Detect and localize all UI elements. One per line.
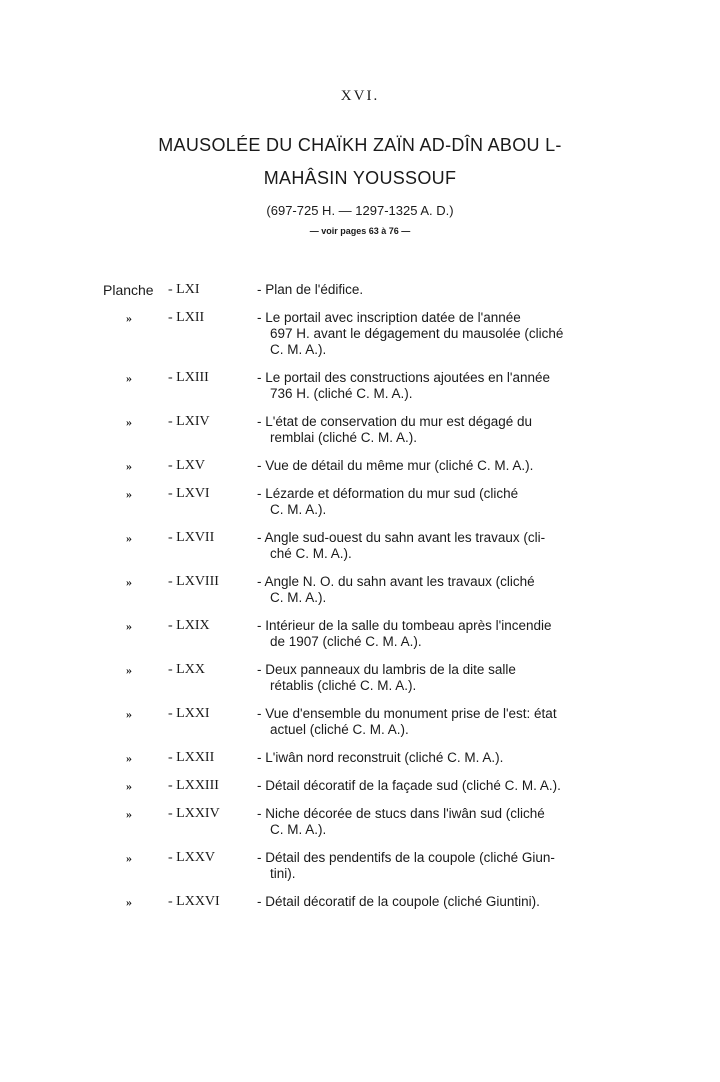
plate-entry [0,530,720,562]
plate-description [257,530,627,562]
plate-label: » [126,415,132,429]
plate-entry [0,662,720,694]
plate-entry [0,750,720,766]
description-line: - Angle sud-ouest du sahn avant les travaux (cli- [257,530,546,545]
plate-entry [0,618,720,650]
description-line: - Niche décorée de stucs dans l'iwân sud (cliché [257,806,545,821]
plate-number: - LXVI [168,486,210,501]
description-line: - Plan de l'édifice. [257,282,364,297]
plate-entry [0,282,720,298]
plate-label: » [126,459,132,473]
plate-entry [0,486,720,518]
plate-entry [0,778,720,794]
plate-description [257,850,627,882]
description-line: - Vue d'ensemble du monument prise de l'est: état [257,706,557,721]
plate-description [257,618,627,650]
plate-label: » [126,779,132,793]
section-number: XVI. [340,88,380,104]
description-line: - Le portail des constructions ajoutées en l'année [257,370,551,385]
date-range: (697-725 H. — 1297-1325 A. D.) [266,203,454,218]
plate-description [257,662,627,694]
plate-entry [0,850,720,882]
plate-description [257,282,627,298]
description-line: - Détail décoratif de la coupole (cliché Giuntini). [257,894,540,909]
plate-label: » [126,371,132,385]
description-line: - Détail des pendentifs de la coupole (cliché Giun- [257,850,555,865]
plate-number: - LXIV [168,414,210,429]
plate-description [257,486,627,518]
plate-entry [0,706,720,738]
description-line: - Détail décoratif de la façade sud (cliché C. M. A.). [257,778,561,793]
plate-label: » [126,851,132,865]
description-line: - L'iwân nord reconstruit (cliché C. M. A.). [257,750,504,765]
plate-number: - LXI [168,282,200,297]
description-line: remblai (cliché C. M. A.). [270,430,418,445]
plate-label: » [126,487,132,501]
plate-entry [0,458,720,474]
plate-number: - LXXI [168,706,210,721]
plate-number: - LXX [168,662,205,677]
plate-number: - LXIX [168,618,210,633]
plate-description [257,574,627,606]
plate-number: - LXXVI [168,894,220,909]
page-reference: — voir pages 63 à 76 — [309,226,411,236]
plate-number: - LXVIII [168,574,219,589]
description-line: C. M. A.). [270,590,327,605]
description-line: 736 H. (cliché C. M. A.). [270,386,413,401]
plate-description [257,806,627,838]
plate-entry [0,894,720,910]
plate-description [257,310,627,358]
plate-entry [0,414,720,446]
plate-description [257,458,627,474]
description-line: 697 H. avant le dégagement du mausolée (cliché [270,326,564,341]
plate-description [257,414,627,446]
description-line: C. M. A.). [270,342,327,357]
title-line-2: MAHÂSIN YOUSSOUF [263,168,457,188]
plate-description [257,894,627,910]
plate-number: - LXV [168,458,205,473]
plate-description [257,706,627,738]
plate-number: - LXXV [168,850,216,865]
plate-number: - LXXII [168,750,215,765]
description-line: ché C. M. A.). [270,546,352,561]
plate-number: - LXVII [168,530,215,545]
plate-entry [0,806,720,838]
plate-label: » [126,619,132,633]
plate-description [257,370,627,402]
plate-description [257,750,627,766]
plate-label: » [126,807,132,821]
plate-label: » [126,531,132,545]
description-line: - Vue de détail du même mur (cliché C. M. A.). [257,458,534,473]
description-line: actuel (cliché C. M. A.). [270,722,409,737]
plate-number: - LXXIV [168,806,220,821]
plate-label: » [126,663,132,677]
plate-label: » [126,575,132,589]
plate-list [0,282,720,922]
plate-description [257,778,627,794]
description-line: C. M. A.). [270,822,327,837]
description-line: - Intérieur de la salle du tombeau après l'incendie [257,618,552,633]
description-line: - Le portail avec inscription datée de l'année [257,310,521,325]
plate-label: » [126,707,132,721]
plate-number: - LXXIII [168,778,219,793]
plate-entry [0,370,720,402]
plate-label: Planche [103,282,154,298]
description-line: - Deux panneaux du lambris de la dite salle [257,662,516,677]
plate-number: - LXIII [168,370,209,385]
plate-label: » [126,311,132,325]
plate-label: » [126,895,132,909]
description-line: de 1907 (cliché C. M. A.). [270,634,422,649]
description-line: rétablis (cliché C. M. A.). [270,678,417,693]
description-line: - L'état de conservation du mur est dégagé du [257,414,533,429]
title-line-1: MAUSOLÉE DU CHAÏKH ZAÏN AD-DÎN ABOU L- [158,135,562,155]
plate-label: » [126,751,132,765]
plate-entry [0,310,720,358]
description-line: - Lézarde et déformation du mur sud (cliché [257,486,519,501]
description-line: tini). [270,866,296,881]
description-line: C. M. A.). [270,502,327,517]
plate-entry [0,574,720,606]
description-line: - Angle N. O. du sahn avant les travaux (cliché [257,574,535,589]
plate-number: - LXII [168,310,205,325]
